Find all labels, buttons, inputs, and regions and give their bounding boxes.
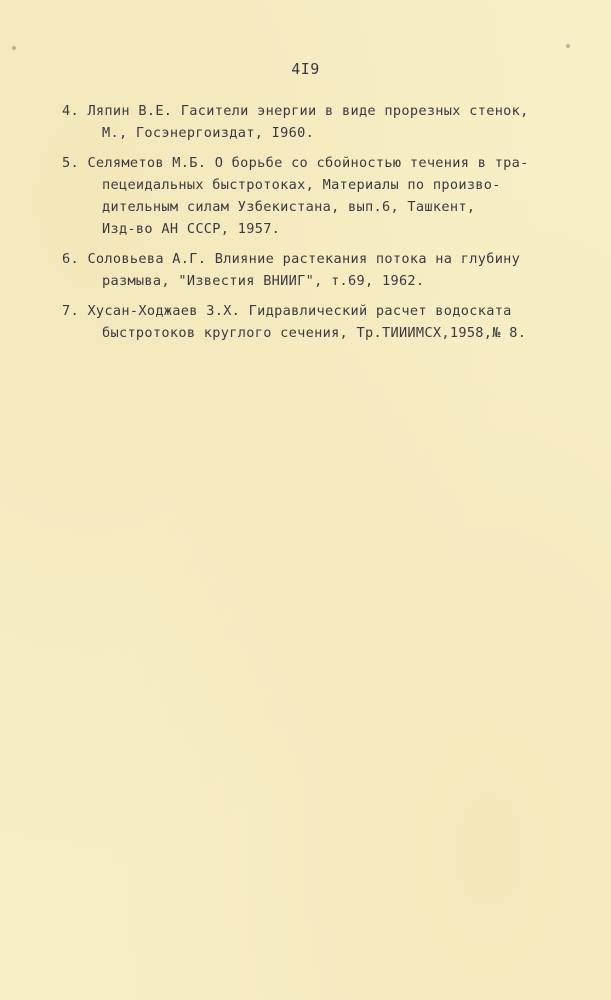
margin-speck xyxy=(12,46,16,50)
reference-item xyxy=(62,152,582,240)
reference-line: размыва, "Известия ВНИИГ", т.69, 1962. xyxy=(102,273,425,289)
reference-line: М., Госэнергоиздат, I960. xyxy=(102,125,315,141)
reference-item xyxy=(62,248,582,292)
reference-line: дительным силам Узбекистана, вып.6, Ташкент, xyxy=(102,199,476,215)
reference-line: пецеидальных быстротоках, Материалы по произво- xyxy=(102,177,501,193)
reference-line: 7. Хусан-Ходжаев З.Х. Гидравлический расчет водоската xyxy=(62,303,512,319)
page-number: 4I9 xyxy=(291,60,320,78)
reference-line: быстротоков круглого сечения, Тр.ТИИИМСХ,1958,№ 8. xyxy=(102,325,527,341)
reference-item xyxy=(62,100,582,144)
reference-line: 5. Селяметов М.Б. О борьбе со сбойностью течения в тра- xyxy=(62,155,529,171)
reference-line: Изд-во АН СССР, 1957. xyxy=(102,221,281,237)
reference-item xyxy=(62,300,582,344)
reference-line: 6. Соловьева А.Г. Влияние растекания потока на глубину xyxy=(62,251,521,267)
reference-list xyxy=(62,100,582,352)
margin-speck xyxy=(566,44,570,48)
reference-line: 4. Ляпин В.Е. Гасители энергии в виде прорезных стенок, xyxy=(62,103,529,119)
